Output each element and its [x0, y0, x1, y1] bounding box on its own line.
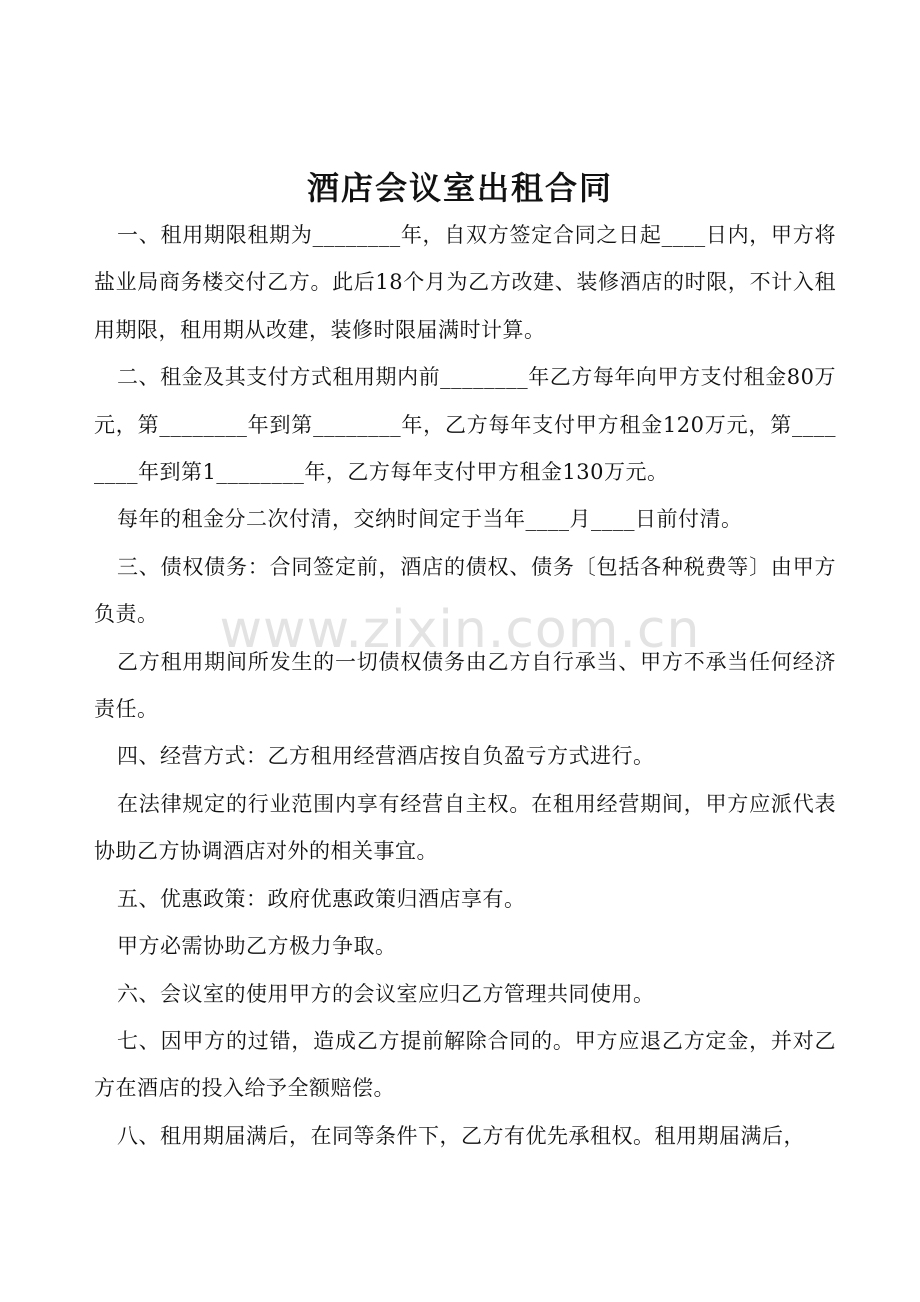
clause-7-termination: 七、因甲方的过错，造成乙方提前解除合同的。甲方应退乙方定金，并对乙方在酒店的投入给予全额赔偿。: [94, 1028, 836, 1101]
rent-payment-schedule: 每年的租金分二次付清，交纳时间定于当年____月____日前付清。: [117, 507, 743, 532]
clause-4-operation: 四、经营方式：乙方租用经营酒店按自负盈亏方式进行。: [117, 744, 655, 769]
operation-autonomy-note: 在法律规定的行业范围内享有经营自主权。在租用经营期间，甲方应派代表协助乙方协调酒店对外的相关事宜。: [94, 791, 836, 864]
policy-assistance-note: 甲方必需协助乙方极力争取。: [117, 934, 397, 959]
clause-1-term: 一、租用期限租期为________年，自双方签定合同之日起____日内，甲方将盐业局商务楼交付乙方。此后18个月为乙方改建、装修酒店的时限，不计入租用期限，租用期从改建，装修时限届满时计算。: [94, 223, 836, 342]
clause-2-rent: 二、租金及其支付方式租用期内前________年乙方每年向甲方支付租金80万元，第________年到第________年，乙方每年支付甲方租金120万元，第________年到第1________年，乙方每年支付甲方租金130万元。: [94, 365, 836, 485]
clause-8-renewal: 八、租用期届满后，在同等条件下，乙方有优先承租权。租用期届满后，: [117, 1123, 805, 1148]
clause-5-policy: 五、优惠政策：政府优惠政策归酒店享有。: [117, 886, 526, 911]
clause-6-meeting-room: 六、会议室的使用甲方的会议室应归乙方管理共同使用。: [117, 981, 655, 1006]
clause-3-debts: 三、债权债务：合同签定前，酒店的债权、债务〔包括各种税费等〕由甲方负责。: [94, 554, 836, 627]
document-body: [94, 212, 836, 1160]
document-title: 酒店会议室出租合同: [306, 169, 613, 207]
tenant-debts-note: 乙方租用期间所发生的一切债权债务由乙方自行承当、甲方不承当任何经济责任。: [94, 649, 836, 722]
watermark-text: www.zixin.com.cn: [219, 600, 701, 660]
